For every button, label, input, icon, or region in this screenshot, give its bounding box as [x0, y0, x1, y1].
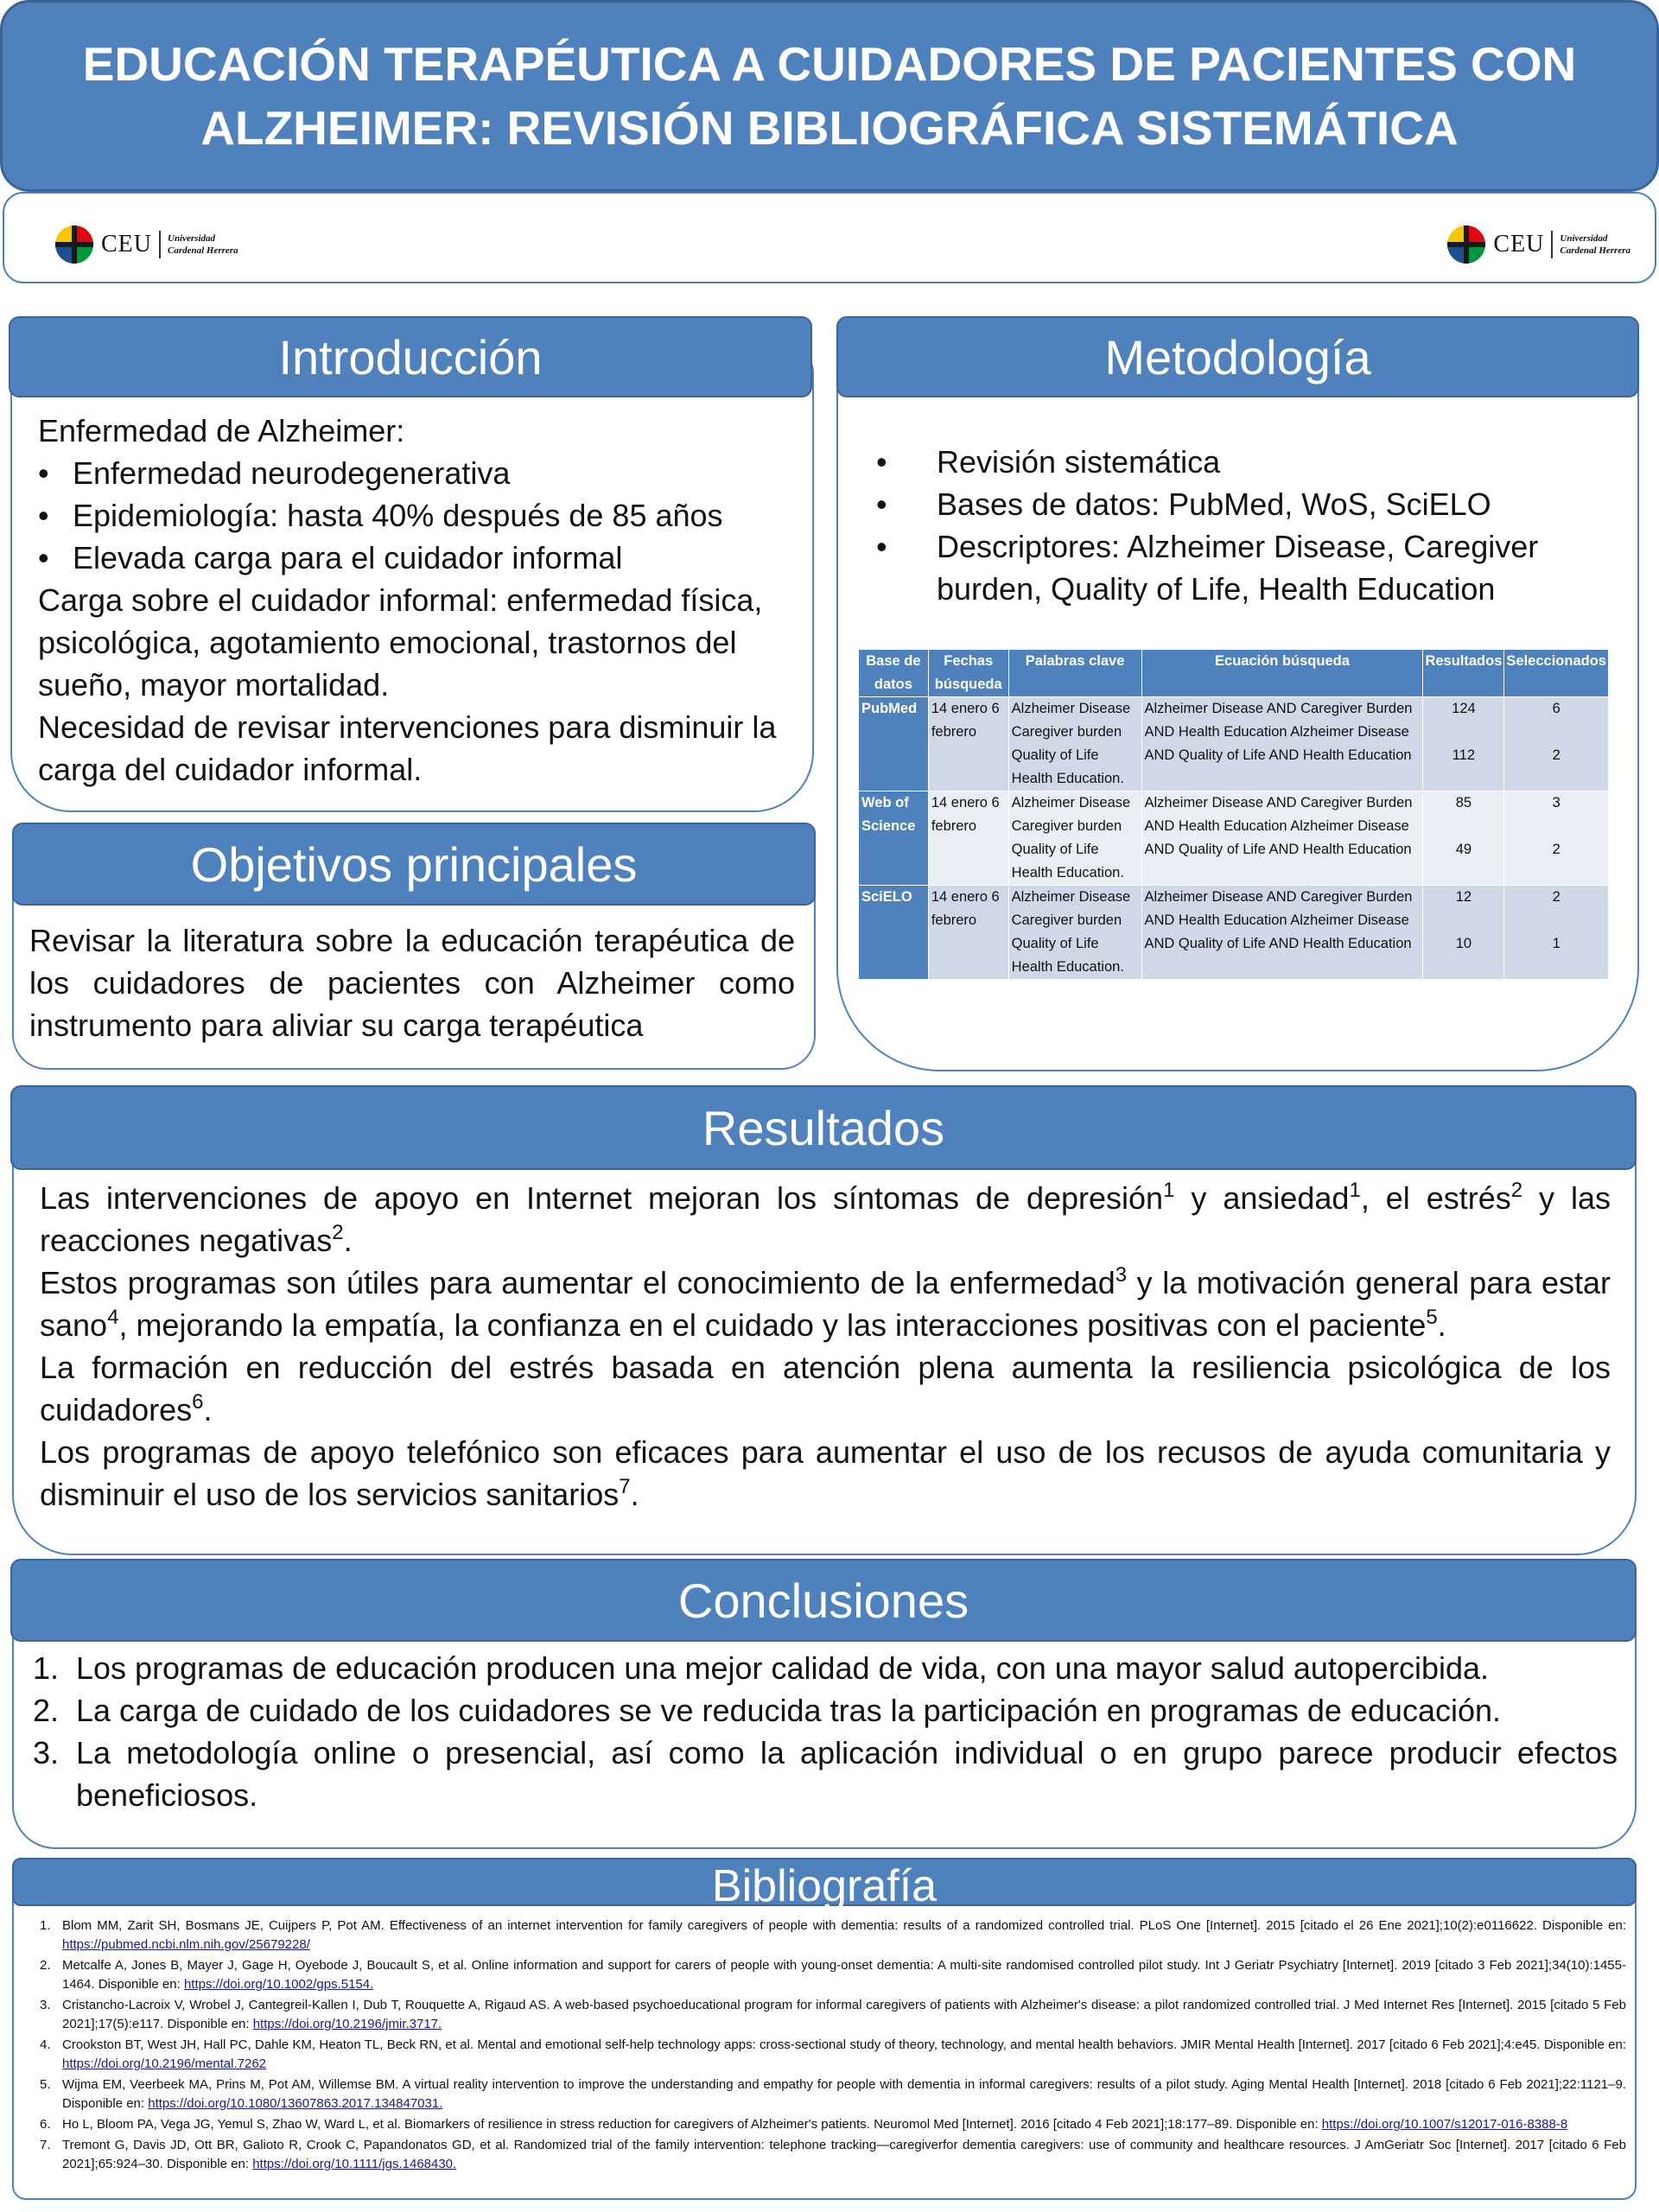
text: La formación en reducción del estrés basada en atención plena aumenta la resiliencia psicológica de los cuidadores [40, 1350, 1611, 1427]
item-text: Los programas de educación producen una mejor calidad de vida, con una mayor salud autopercibida. [76, 1650, 1490, 1686]
reference-item [21, 2115, 1626, 2134]
reference-item [21, 2075, 1626, 2113]
citation-number: 2 [332, 1221, 344, 1244]
table-cell-selected [1504, 886, 1609, 980]
logo-subtitle [1560, 232, 1630, 257]
intro-lead: Enfermedad de Alzheimer: [38, 413, 405, 448]
reference-link[interactable]: https://doi.org/10.1080/13607863.2017.134847031. [148, 2096, 443, 2111]
reference-number: 6. [40, 2117, 51, 2132]
intro-paragraph-1: Carga sobre el cuidador informal: enfermedad física, psicológica, agotamiento emocional, trastornos del sueño, mayor mortalidad. [38, 582, 763, 702]
intro-bullets [38, 452, 798, 579]
table-header-row [859, 650, 1609, 697]
reference-item [21, 2136, 1626, 2174]
reference-text: Cristancho-Lacroix V, Wrobel J, Cantegreil-Kallen I, Dub T, Rouquette A, Rigaud AS. A web-based psychoeducational program for informal caregivers of patients with Alzheimer's disease: a pilot randomized controlled trial. J Med Internet Res [Internet]. 2015 [citado 5 Feb 2021];17(5):e117. Disponible en: [62, 1998, 1626, 2031]
results-body [40, 1177, 1611, 1516]
table-header: Fechas búsqueda [928, 650, 1008, 697]
result-value: 124 [1452, 701, 1476, 716]
result-value: 12 [1455, 889, 1472, 905]
conclusion-item [33, 1732, 1618, 1816]
table-cell-selected [1504, 697, 1609, 791]
methods-bullet: • Revisión sistemática [876, 441, 1619, 483]
table-cell-db: PubMed [859, 697, 929, 791]
text: . [343, 1223, 353, 1258]
text: y las reacciones negativas [40, 1180, 1611, 1258]
selected-value: 1 [1552, 936, 1560, 951]
ceu-cross-icon [1446, 225, 1486, 264]
search-table [858, 649, 1609, 980]
citation-number: 1 [1163, 1179, 1175, 1202]
text: Los programas de apoyo telefónico son eficaces para aumentar el uso de los recusos de ayuda comunitaria y disminuir el uso de los servicios sanitarios [40, 1434, 1611, 1512]
bibliography-body [21, 1916, 1626, 2176]
reference-link[interactable]: https://doi.org/10.2196/mental.7262 [62, 2056, 267, 2071]
citation-number: 7 [619, 1475, 631, 1498]
conclusions-list [33, 1647, 1618, 1816]
citation-number: 3 [1115, 1263, 1128, 1287]
table-header: Seleccionados [1504, 650, 1609, 697]
methods-bullets-box [876, 441, 1619, 610]
table-header: Palabras clave [1008, 650, 1141, 697]
item-text: La carga de cuidado de los cuidadores se ve reducida tras la participación en programas de educación. [76, 1693, 1502, 1728]
selected-value: 2 [1552, 747, 1560, 763]
methods-heading: Metodología [836, 316, 1639, 397]
table-header: Resultados [1423, 650, 1504, 697]
text: , mejorando la empatía, la confianza en el cuidado y las interacciones positivas con el paciente [118, 1307, 1427, 1343]
conclusion-item [33, 1689, 1618, 1732]
reference-number: 4. [40, 2037, 51, 2052]
intro-heading: Introducción [9, 316, 812, 397]
selected-value: 6 [1552, 701, 1560, 716]
reference-number: 5. [40, 2077, 51, 2092]
result-value: 10 [1455, 936, 1472, 951]
poster-title [0, 0, 1659, 192]
bibliography-heading: Bibliografía [12, 1858, 1637, 1906]
results-paragraph-4 [40, 1431, 1611, 1516]
table-cell-results [1423, 697, 1504, 791]
item-number: 2. [33, 1693, 60, 1728]
table-cell-equation: Alzheimer Disease AND Caregiver Burden AND Health Education Alzheimer Disease AND Quality of Life AND Health Education [1141, 697, 1423, 791]
logo-name: CEU [101, 231, 161, 258]
reference-number: 1. [40, 1918, 51, 1933]
results-heading: Resultados [10, 1085, 1637, 1170]
table-cell-keywords: Alzheimer Disease Caregiver burden Quality of Life Health Education. [1008, 886, 1141, 980]
reference-text: Metcalfe A, Jones B, Mayer J, Gage H, Oyebode J, Boucault S, et al. Online information and support for carers of people with young-onset dementia: A multi-site randomised controlled pilot study. Int J Geriatr Psychiatry [Internet]. 2019 [citado 3 Feb 2021];34(10):1455-1464. Disponible en: [62, 1958, 1626, 1992]
ceu-cross-icon [54, 225, 94, 264]
methods-bullet: • Bases de datos: PubMed, WoS, SciELO [876, 483, 1619, 525]
objectives-text: Revisar la literatura sobre la educación terapéutica de los cuidadores de pacientes con Alzheimer como instrumento para aliviar su carga terapéutica [29, 923, 795, 1043]
item-number: 3. [33, 1735, 60, 1770]
intro-paragraph-2: Necesidad de revisar intervenciones para disminuir la carga del cuidador informal. [38, 709, 777, 787]
text: y ansiedad [1174, 1180, 1350, 1216]
reference-text: Blom MM, Zarit SH, Bosmans JE, Cuijpers P, Pot AM. Effectiveness of an internet intervention for family caregivers of people with dementia: results of a randomized controlled trial. PLoS One [Internet]. 2015 [citado el 26 Ene 2021];10(2):e0116622. Disponible en: [62, 1918, 1626, 1933]
reference-link[interactable]: https://doi.org/10.1007/s12017-016-8388-8 [1321, 2117, 1568, 2132]
title-line-1: EDUCACIÓN TERAPÉUTICA A CUIDADORES DE PACIENTES CON [82, 37, 1577, 91]
text: . [630, 1477, 639, 1512]
item-number: 1. [33, 1650, 60, 1686]
selected-value: 3 [1552, 795, 1560, 810]
reference-link[interactable]: https://doi.org/10.2196/jmir.3717. [252, 2017, 442, 2031]
table-header: Base de datos [859, 650, 929, 697]
reference-item [21, 1956, 1626, 1994]
reference-text: Wijma EM, Veerbeek MA, Prins M, Pot AM, Willemse BM. A virtual reality intervention to improve the understanding and empathy for people with dementia in informal caregivers: results of a pilot study. Aging Mental Health [Internet]. 2018 [citado 6 Feb 2021];22:1121–9. Disponible en: [62, 2077, 1626, 2111]
intro-bullet: • Enfermedad neurodegenerativa [38, 452, 798, 494]
intro-bullet: • Epidemiología: hasta 40% después de 85 años [38, 494, 798, 537]
logo-subtitle [168, 232, 238, 257]
logo-bar [3, 192, 1656, 283]
text: . [1437, 1307, 1446, 1343]
reference-item [21, 1916, 1626, 1955]
table-cell-keywords: Alzheimer Disease Caregiver burden Quality of Life Health Education. [1008, 697, 1141, 791]
logo-name: CEU [1493, 231, 1553, 258]
table-cell-dates: 14 enero 6 febrero [928, 886, 1008, 980]
intro-bullet: • Elevada carga para el cuidador informal [38, 537, 798, 579]
reference-item [21, 2036, 1626, 2074]
logo-sub-line-2: Cardenal Herrera [168, 245, 238, 256]
table-cell-keywords: Alzheimer Disease Caregiver burden Quality of Life Health Education. [1008, 791, 1141, 886]
result-value: 49 [1455, 842, 1472, 857]
university-logo-left [54, 225, 238, 264]
table-row [859, 697, 1609, 791]
reference-number: 7. [40, 2138, 51, 2152]
reference-link[interactable]: https://pubmed.ncbi.nlm.nih.gov/25679228/ [62, 1937, 310, 1952]
results-paragraph-2 [40, 1262, 1611, 1346]
logo-sub-line-1: Universidad [1560, 233, 1608, 244]
conclusions-heading: Conclusiones [10, 1559, 1637, 1642]
citation-number: 2 [1510, 1179, 1523, 1202]
citation-number: 4 [107, 1306, 119, 1329]
results-paragraph-3 [40, 1346, 1611, 1431]
text: y la motivación general para estar sano [40, 1265, 1611, 1343]
reference-link[interactable]: https://doi.org/10.1002/gps.5154. [183, 1977, 374, 1992]
logo-sub-line-2: Cardenal Herrera [1560, 245, 1630, 256]
citation-number: 5 [1426, 1306, 1438, 1329]
table-cell-results [1423, 886, 1504, 980]
table-row [859, 886, 1609, 980]
table-cell-results [1423, 791, 1504, 886]
logo-sub-line-1: Universidad [168, 233, 215, 244]
title-line-2: ALZHEIMER: REVISIÓN BIBLIOGRÁFICA SISTEMÁTICA [200, 101, 1459, 155]
table-cell-db: Web of Science [859, 791, 929, 886]
reference-list [21, 1916, 1626, 2174]
reference-text: Crookston BT, West JH, Hall PC, Dahle KM, Heaton TL, Beck RN, et al. Mental and emotional self-help technology apps: cross-sectional study of theory, technology, and mental health behaviors. JMIR Mental Health [Internet]. 2017 [citado 6 Feb 2021];4:e45. Disponible en: [62, 2037, 1626, 2052]
text: Estos programas son útiles para aumentar el conocimiento de la enfermedad [40, 1265, 1116, 1300]
result-value: 85 [1455, 795, 1472, 810]
text: . [203, 1392, 213, 1427]
selected-value: 2 [1552, 889, 1560, 905]
reference-item [21, 1996, 1626, 2034]
table-cell-equation: Alzheimer Disease AND Caregiver Burden AND Health Education Alzheimer Disease AND Quality of Life AND Health Education [1141, 886, 1423, 980]
reference-text: Ho L, Bloom PA, Vega JG, Yemul S, Zhao W, Ward L, et al. Biomarkers of resilience in stress reduction for caregivers of Alzheimer's patients. Neuromol Med [Internet]. 2016 [citado 4 Feb 2021];18:177–89. Disponible en: [62, 2117, 1322, 2132]
result-value: 112 [1452, 747, 1476, 763]
table-cell-equation: Alzheimer Disease AND Caregiver Burden AND Health Education Alzheimer Disease AND Quality of Life AND Health Education [1141, 791, 1423, 886]
university-logo-right [1446, 225, 1630, 264]
table-header: Ecuación búsqueda [1141, 650, 1423, 697]
methods-bullets [876, 441, 1619, 610]
table-cell-db: SciELO [859, 886, 929, 980]
selected-value: 2 [1552, 842, 1560, 857]
table-row [859, 791, 1609, 886]
citation-number: 6 [192, 1390, 204, 1414]
intro-body [38, 410, 798, 791]
item-text: La metodología online o presencial, así como la aplicación individual o en grupo parece producir efectos beneficiosos. [76, 1735, 1618, 1813]
table-cell-selected [1504, 791, 1609, 886]
results-paragraph-1 [40, 1177, 1611, 1262]
conclusions-body [33, 1647, 1618, 1816]
table-cell-dates: 14 enero 6 febrero [928, 791, 1008, 886]
reference-number: 2. [40, 1958, 51, 1973]
citation-number: 1 [1349, 1179, 1361, 1202]
reference-text: Tremont G, Davis JD, Ott BR, Galioto R, Crook C, Papandonatos GD, et al. Randomized trial of the family intervention: telephone tracking—caregiverfor dementia caregivers: use of community and healthcare resources. J AmGeriatr Soc [Internet]. 2017 [citado 6 Feb 2021];65:924–30. Disponible en: [62, 2138, 1626, 2171]
conclusion-item [33, 1647, 1618, 1689]
table-cell-dates: 14 enero 6 febrero [928, 697, 1008, 791]
reference-link[interactable]: https://doi.org/10.1111/jgs.1468430. [252, 2157, 457, 2171]
text: , el estrés [1360, 1180, 1511, 1216]
objectives-heading: Objetivos principales [12, 823, 816, 906]
methods-bullet: • Descriptores: Alzheimer Disease, Caregiver burden, Quality of Life, Health Education [876, 525, 1619, 610]
text: Las intervenciones de apoyo en Internet mejoran los síntomas de depresión [40, 1180, 1164, 1216]
reference-number: 3. [40, 1998, 51, 2012]
